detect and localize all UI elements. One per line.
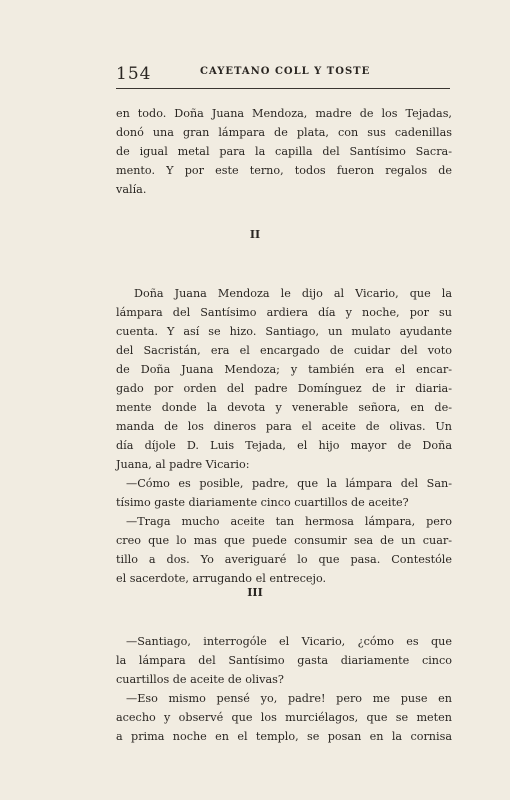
text-line: manda de los dineros para el aceite de olivas. Un [116, 420, 452, 433]
text-line: valía. [116, 183, 147, 196]
text-line: a prima noche en el templo, se posan en la cornisa [116, 730, 452, 743]
paragraph-2b [116, 474, 452, 512]
text-line: cuenta. Y así se hizo. Santiago, un mulato ayudante [116, 325, 452, 338]
text-line: la lámpara del Santísimo gasta diariamente cinco [116, 654, 452, 667]
text-line: mento. Y por este terno, todos fueron regalos de [116, 164, 452, 177]
header-rule [116, 88, 450, 89]
text-line: día díjole D. Luis Tejada, el hijo mayor de Doña [116, 439, 452, 452]
text-line: creo que lo mas que puede consumir sea de un cuar- [116, 534, 452, 547]
text-line: mente donde la devota y venerable señora, en de- [116, 401, 452, 414]
text-line: tillo a dos. Yo averiguaré lo que pasa. Contestóle [116, 553, 452, 566]
text-line: —Eso mismo pensé yo, padre! pero me puse en [126, 692, 452, 705]
text-line: tísimo gaste diariamente cinco cuartillos de aceite? [116, 496, 409, 509]
running-head: CAYETANO COLL Y TOSTE [200, 66, 371, 77]
paragraph-2c [116, 512, 452, 588]
section-heading-ii: II [249, 228, 261, 241]
text-line: de Doña Juana Mendoza; y también era el encar- [116, 363, 452, 376]
text-line: lámpara del Santísimo ardiera día y noche, por su [116, 306, 452, 319]
text-line: el sacerdote, arrugando el entrecejo. [116, 572, 327, 585]
text-line: —Cómo es posible, padre, que la lámpara del San- [126, 477, 452, 490]
paragraph-3b [116, 689, 452, 746]
paragraph-intro [116, 104, 452, 199]
text-line: cuartillos de aceite de olivas? [116, 673, 284, 686]
text-line: acecho y observé que los murciélagos, que se meten [116, 711, 452, 724]
page-header [116, 64, 450, 86]
text-line: gado por orden del padre Domínguez de ir diaria- [116, 382, 452, 395]
text-line: en todo. Doña Juana Mendoza, madre de los Tejadas, [116, 107, 452, 120]
section-heading-iii: III [247, 586, 263, 599]
text-line: del Sacristán, era el encargado de cuidar del voto [116, 344, 452, 357]
text-line: de igual metal para la capilla del Santísimo Sacra- [116, 145, 452, 158]
text-line: Juana, al padre Vicario: [116, 458, 250, 471]
page-number: 154 [116, 64, 152, 84]
text-line: —Traga mucho aceite tan hermosa lámpara, pero [126, 515, 452, 528]
paragraph-3a [116, 632, 452, 689]
text-line: donó una gran lámpara de plata, con sus cadenillas [116, 126, 452, 139]
text-line: Doña Juana Mendoza le dijo al Vicario, que la [134, 287, 452, 300]
paragraph-2a [116, 284, 452, 474]
text-line: —Santiago, interrogóle el Vicario, ¿cómo es que [126, 635, 452, 648]
